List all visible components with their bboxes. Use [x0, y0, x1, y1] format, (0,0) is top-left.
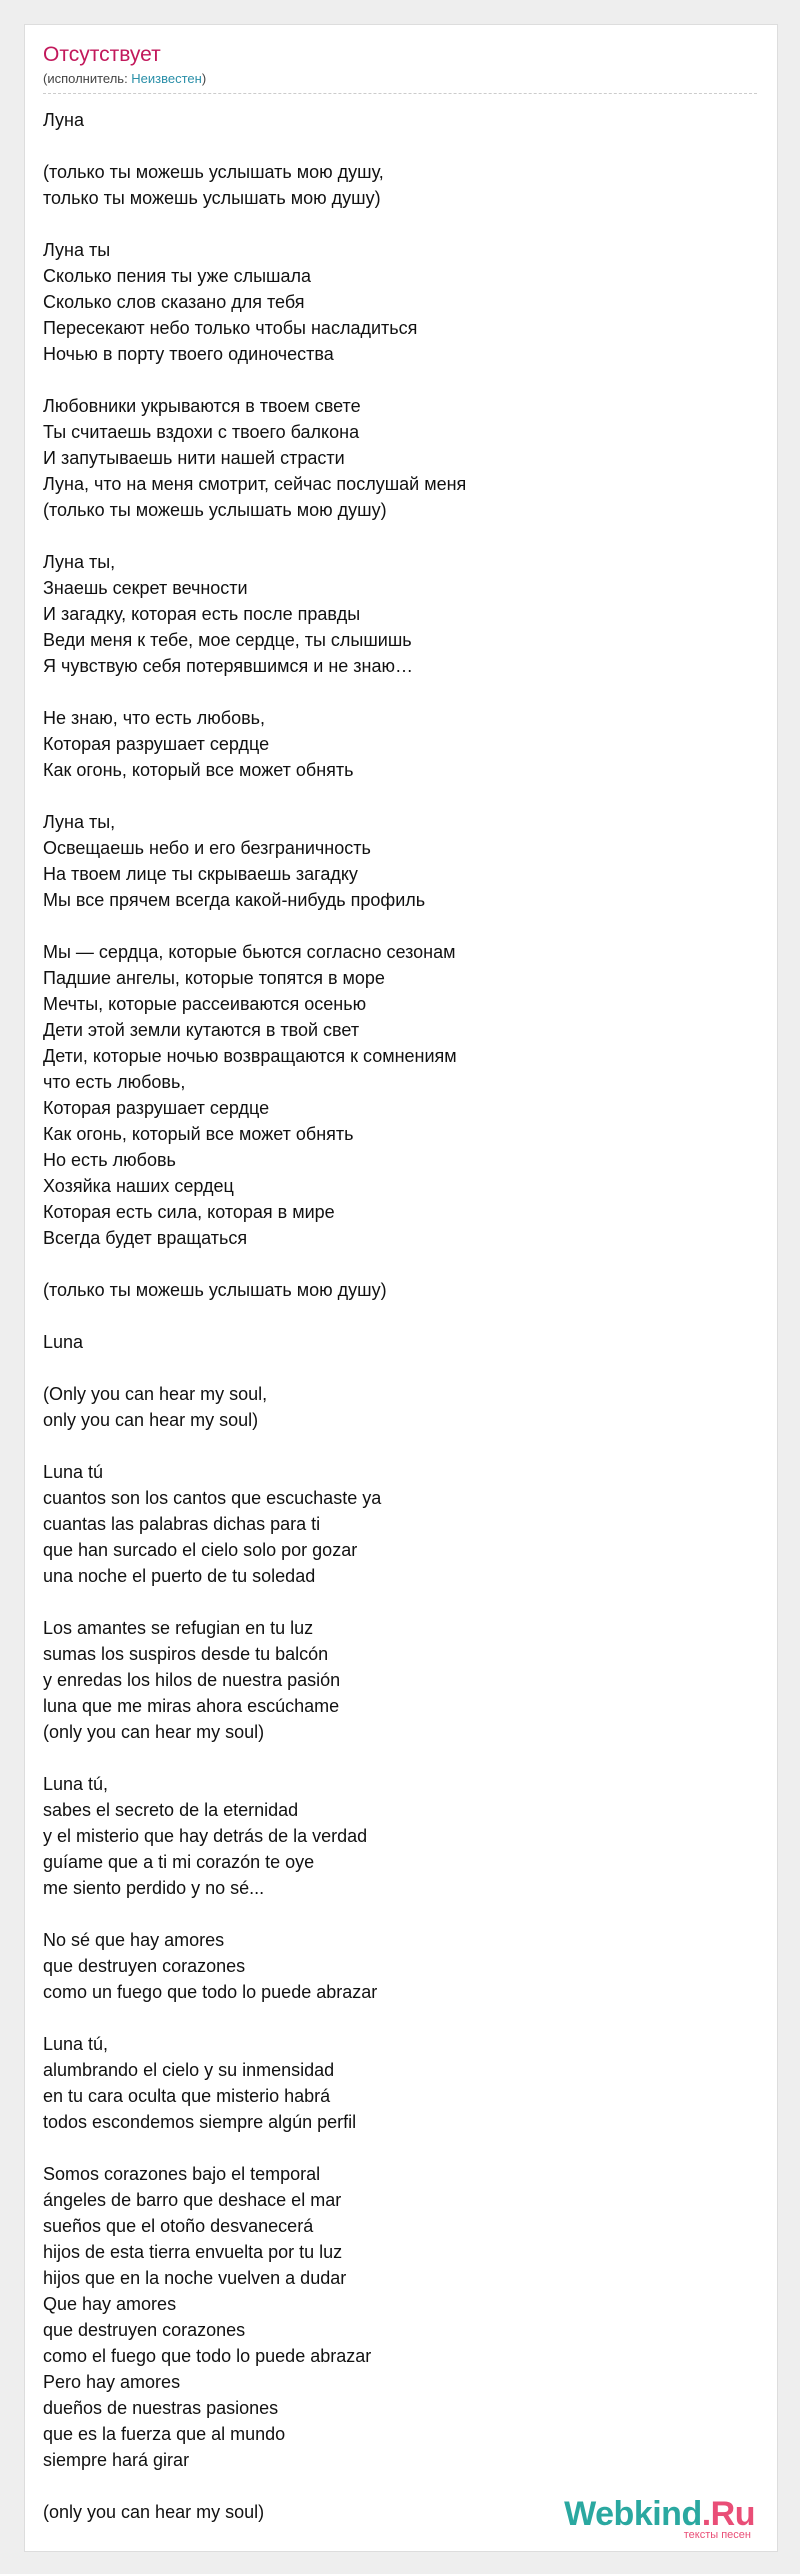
lyric-line: Как огонь, который все может обнять	[43, 760, 354, 780]
lyric-line: que destruyen corazones	[43, 2320, 246, 2340]
lyric-line: что есть любовь,	[43, 1072, 186, 1092]
lyric-line: Луна ты	[43, 240, 111, 260]
lyric-line: alumbrando el cielo y su inmensidad	[43, 2060, 335, 2080]
lyric-line: y el misterio que hay detrás de la verdad	[43, 1826, 368, 1846]
lyric-line: sumas los suspiros desde tu balcón	[43, 1644, 329, 1664]
artist-suffix: )	[201, 71, 207, 86]
lyric-line: Мы — сердца, которые бьются согласно сезонам	[43, 942, 456, 962]
lyric-blank-line	[43, 1251, 757, 1277]
lyric-line: Дети этой земли кутаются в твой свет	[43, 1020, 360, 1040]
lyric-line: Как огонь, который все может обнять	[43, 1124, 354, 1144]
logo-domain: .Ru	[701, 2495, 755, 2533]
logo-wordmark	[564, 2495, 755, 2533]
lyric-line: Падшие ангелы, которые топятся в море	[43, 968, 385, 988]
lyric-line: только ты можешь услышать мою душу)	[43, 188, 381, 208]
lyric-line: Пересекают небо только чтобы насладиться	[43, 318, 418, 338]
lyric-line: luna que me miras ahora escúchame	[43, 1696, 340, 1716]
lyric-line: Хозяйка наших сердец	[43, 1176, 234, 1196]
lyric-line: como un fuego que todo lo puede abrazar	[43, 1982, 378, 2002]
lyric-blank-line	[43, 133, 757, 159]
lyric-line: (Only you can hear my soul,	[43, 1384, 268, 1404]
lyric-line: Всегда будет вращаться	[43, 1228, 248, 1248]
lyric-line: guíame que a ti mi corazón te oye	[43, 1852, 315, 1872]
lyric-line: И запутываешь нити нашей страсти	[43, 448, 345, 468]
lyric-blank-line	[43, 523, 757, 549]
lyric-line: Ты считаешь вздохи с твоего балкона	[43, 422, 360, 442]
lyric-line: Которая разрушает сердце	[43, 734, 270, 754]
lyric-line: cuantos son los cantos que escuchaste ya	[43, 1488, 382, 1508]
lyric-line: Los amantes se refugian en tu luz	[43, 1618, 314, 1638]
logo-tagline: тексты песен	[683, 2529, 751, 2541]
lyric-blank-line	[43, 1589, 757, 1615]
lyric-line: Сколько слов сказано для тебя	[43, 292, 305, 312]
lyric-line: No sé que hay amores	[43, 1930, 225, 1950]
lyric-line: cuantas las palabras dichas para ti	[43, 1514, 321, 1534]
lyric-blank-line	[43, 367, 757, 393]
lyric-blank-line	[43, 1303, 757, 1329]
lyric-line: Освещаешь небо и его безграничность	[43, 838, 371, 858]
lyric-line: Somos corazones bajo el temporal	[43, 2164, 321, 2184]
lyric-line: Мечты, которые рассеиваются осенью	[43, 994, 367, 1014]
lyric-blank-line	[43, 1745, 757, 1771]
lyric-line: Веди меня к тебе, мое сердце, ты слышишь	[43, 630, 412, 650]
lyric-line: Luna tú,	[43, 1774, 109, 1794]
lyric-blank-line	[43, 783, 757, 809]
song-title: Отсутствует	[43, 43, 161, 66]
artist-prefix: (исполнитель:	[43, 71, 132, 86]
lyric-line: todos escondemos siempre algún perfil	[43, 2112, 357, 2132]
lyrics-card	[24, 24, 778, 2552]
lyric-line: И загадку, которая есть после правды	[43, 604, 361, 624]
lyric-line: Сколько пения ты уже слышала	[43, 266, 312, 286]
lyric-line: (только ты можешь услышать мою душу,	[43, 162, 384, 182]
lyric-line: (только ты можешь услышать мою душу)	[43, 500, 387, 520]
artist-link[interactable]: Неизвестен	[131, 71, 202, 86]
lyric-line: Luna tú,	[43, 2034, 109, 2054]
lyric-blank-line	[43, 2135, 757, 2161]
lyric-blank-line	[43, 2005, 757, 2031]
lyric-line: Ночью в порту твоего одиночества	[43, 344, 334, 364]
lyric-line: Но есть любовь	[43, 1150, 176, 1170]
lyric-line: que destruyen corazones	[43, 1956, 246, 1976]
lyric-blank-line	[43, 211, 757, 237]
lyric-line: Которая есть сила, которая в мире	[43, 1202, 335, 1222]
lyric-blank-line	[43, 913, 757, 939]
lyric-line: siempre hará girar	[43, 2450, 190, 2470]
lyric-line: Луна ты,	[43, 812, 116, 832]
lyric-line: Мы все прячем всегда какой-нибудь профиль	[43, 890, 426, 910]
lyric-line: Я чувствую себя потерявшимся и не знаю…	[43, 656, 413, 676]
lyric-line: Луна ты,	[43, 552, 116, 572]
lyric-line: Знаешь секрет вечности	[43, 578, 248, 598]
lyric-line: hijos de esta tierra envuelta por tu luz	[43, 2242, 343, 2262]
webkind-logo[interactable]	[564, 2495, 755, 2541]
lyric-line: en tu cara oculta que misterio habrá	[43, 2086, 331, 2106]
lyric-line: Которая разрушает сердце	[43, 1098, 270, 1118]
lyric-blank-line	[43, 1355, 757, 1381]
lyric-line: (только ты можешь услышать мою душу)	[43, 1280, 387, 1300]
lyric-line: Pero hay amores	[43, 2372, 181, 2392]
lyric-line: Любовники укрываются в твоем свете	[43, 396, 361, 416]
lyric-line: hijos que en la noche vuelven a dudar	[43, 2268, 347, 2288]
lyric-line: sabes el secreto de la eternidad	[43, 1800, 299, 1820]
lyric-line: una noche el puerto de tu soledad	[43, 1566, 316, 1586]
lyric-line: (only you can hear my soul)	[43, 1722, 265, 1742]
lyric-line: que es la fuerza que al mundo	[43, 2424, 286, 2444]
logo-name: Webkind	[564, 2495, 702, 2533]
lyric-line: sueños que el otoño desvanecerá	[43, 2216, 314, 2236]
lyric-line: Que hay amores	[43, 2294, 177, 2314]
lyric-line: como el fuego que todo lo puede abrazar	[43, 2346, 372, 2366]
lyric-line: ángeles de barro que deshace el mar	[43, 2190, 342, 2210]
lyric-line: Дети, которые ночью возвращаются к сомнениям	[43, 1046, 457, 1066]
lyric-line: dueños de nuestras pasiones	[43, 2398, 279, 2418]
lyric-line: que han surcado el cielo solo por gozar	[43, 1540, 358, 1560]
lyrics-body	[43, 107, 757, 2525]
lyric-line: Luna tú	[43, 1462, 104, 1482]
lyric-line: Луна, что на меня смотрит, сейчас послушай меня	[43, 474, 467, 494]
lyric-line: me siento perdido y no sé...	[43, 1878, 265, 1898]
lyric-line: Не знаю, что есть любовь,	[43, 708, 266, 728]
lyric-line: y enredas los hilos de nuestra pasión	[43, 1670, 341, 1690]
lyric-blank-line	[43, 1901, 757, 1927]
lyric-line: На твоем лице ты скрываешь загадку	[43, 864, 358, 884]
lyric-line: only you can hear my soul)	[43, 1410, 259, 1430]
lyric-blank-line	[43, 1433, 757, 1459]
dashed-divider	[43, 93, 757, 94]
lyric-blank-line	[43, 679, 757, 705]
lyric-line: Luna	[43, 1332, 84, 1352]
lyric-line: (only you can hear my soul)	[43, 2502, 265, 2522]
lyric-line: Луна	[43, 110, 84, 130]
artist-line	[43, 71, 206, 87]
